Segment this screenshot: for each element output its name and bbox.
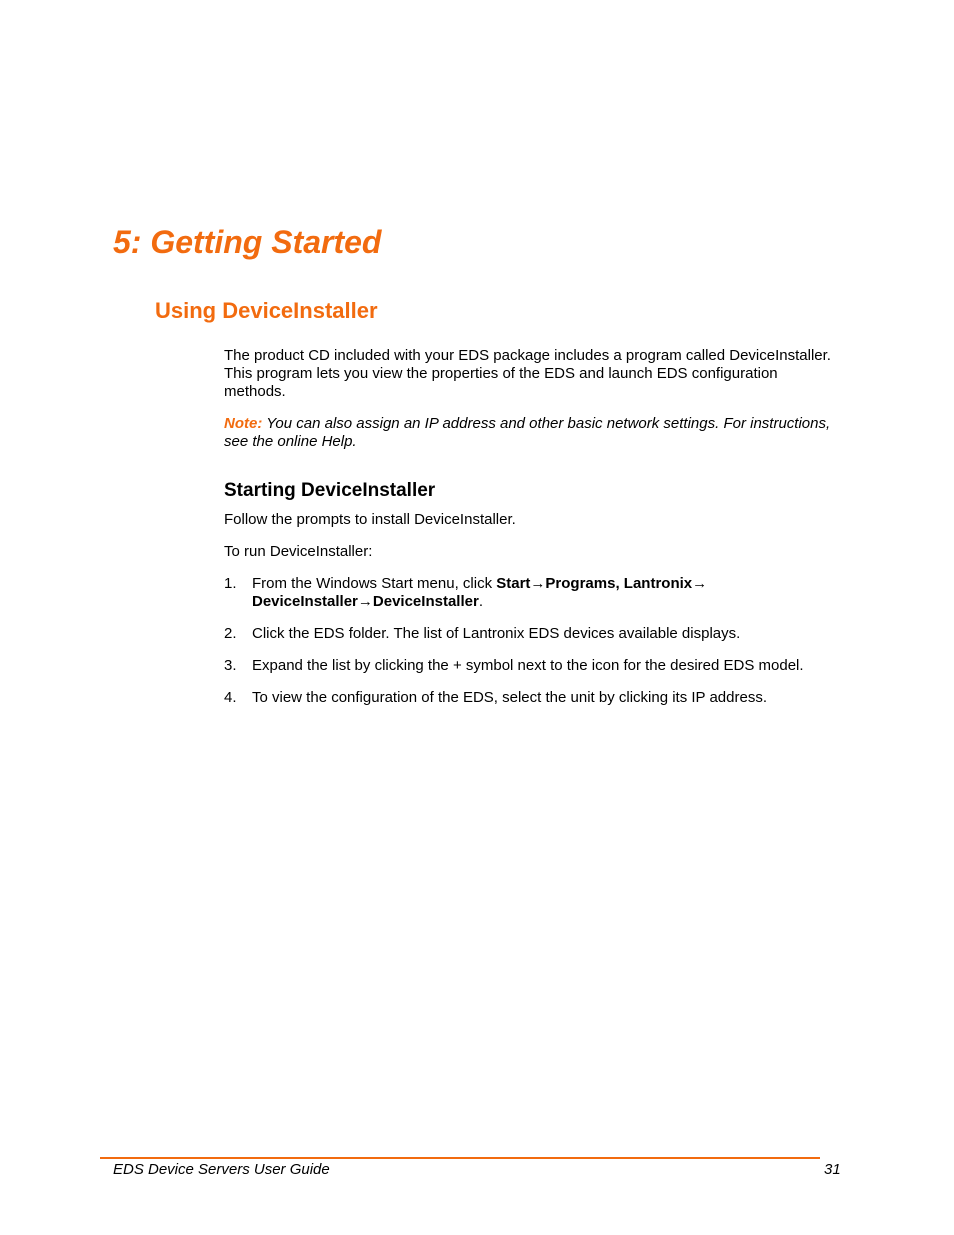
arrow-right-icon: → <box>357 593 373 610</box>
footer-divider <box>100 1157 820 1159</box>
step-number: 1. <box>224 575 237 592</box>
step-number: 4. <box>224 689 237 706</box>
chapter-title: 5: Getting Started <box>113 224 382 260</box>
note-label: Note: <box>224 415 263 432</box>
step-3 <box>224 657 834 675</box>
menu-path-folder: DeviceInstaller <box>252 593 358 610</box>
section-title: Using DeviceInstaller <box>155 298 378 323</box>
step-4 <box>224 689 834 707</box>
step-text: Expand the list by clicking the + symbol next to the icon for the desired EDS model. <box>252 657 804 674</box>
step-text <box>252 575 834 611</box>
step-suffix: . <box>478 593 483 610</box>
to-run-paragraph: To run DeviceInstaller: <box>224 543 373 560</box>
footer-page-number: 31 <box>824 1161 841 1178</box>
menu-path-app: DeviceInstaller <box>372 593 479 610</box>
subsection-title: Starting DeviceInstaller <box>224 480 436 501</box>
step-2 <box>224 625 834 643</box>
step-1 <box>224 575 834 611</box>
arrow-right-icon: → <box>530 575 546 592</box>
note-text: You can also assign an IP address and other basic network settings. For instructions, see the online Help. <box>224 415 831 450</box>
menu-path-start: Start <box>496 575 531 592</box>
arrow-right-icon: → <box>692 575 708 592</box>
step-number: 2. <box>224 625 237 642</box>
step-prefix: From the Windows Start menu, click <box>252 575 497 592</box>
footer-guide-title: EDS Device Servers User Guide <box>113 1161 330 1178</box>
note-paragraph <box>224 415 834 451</box>
intro-paragraph: The product CD included with your EDS package includes a program called DeviceInstaller. This program lets you view the properties of the EDS and launch EDS configuration methods. <box>224 347 831 400</box>
menu-path-programs: Programs, Lantronix <box>545 575 693 592</box>
follow-paragraph: Follow the prompts to install DeviceInstaller. <box>224 511 516 528</box>
step-text: To view the configuration of the EDS, select the unit by clicking its IP address. <box>252 689 767 706</box>
step-number: 3. <box>224 657 237 674</box>
step-text: Click the EDS folder. The list of Lantronix EDS devices available displays. <box>252 625 741 642</box>
